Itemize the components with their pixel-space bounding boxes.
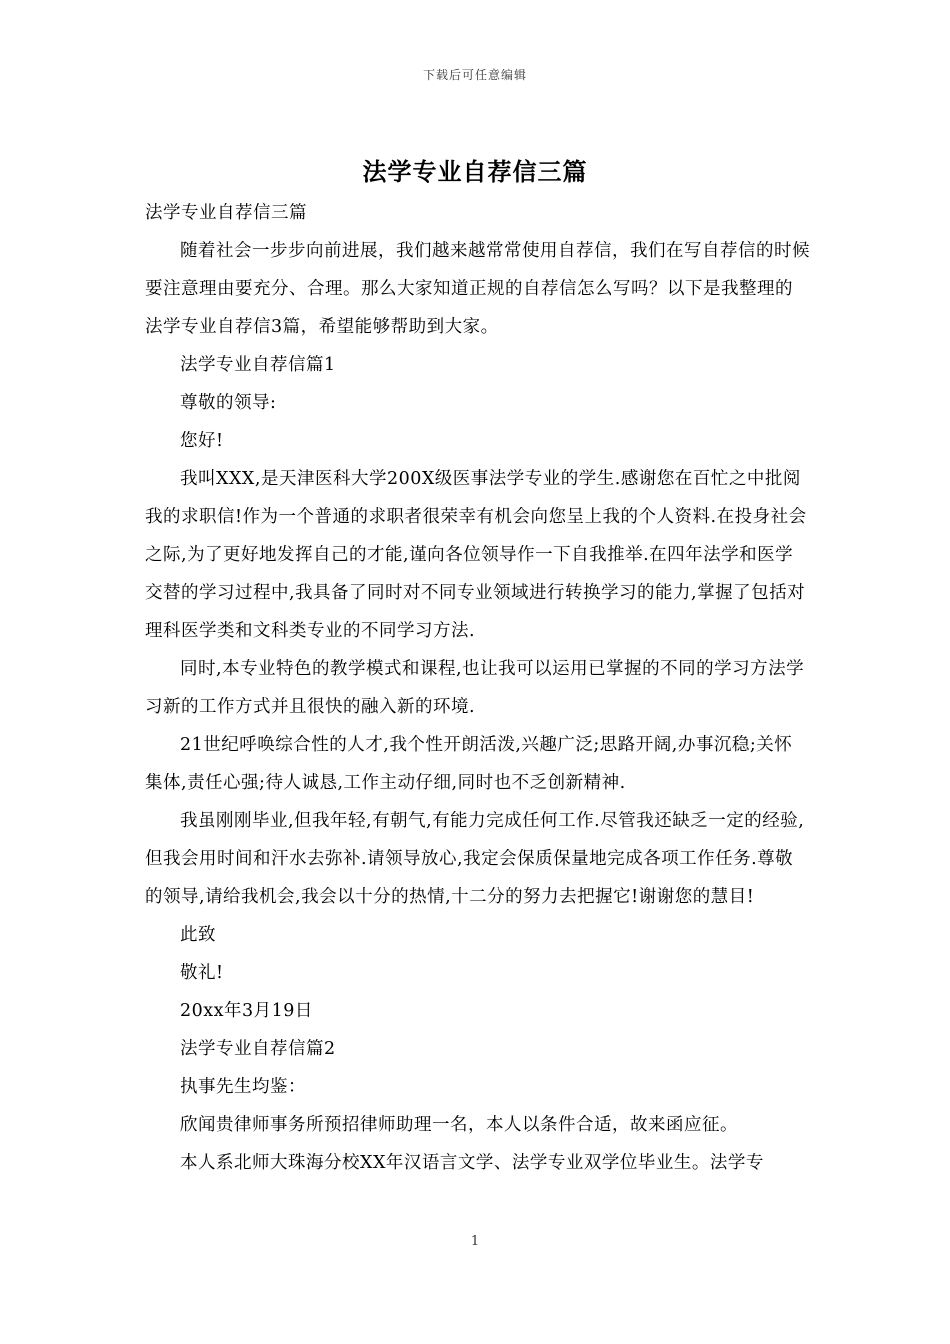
- document-body: [145, 194, 810, 1182]
- paragraph: 我叫XXX,是天津医科大学200X级医事法学专业的学生.感谢您在百忙之中批阅我的求职信!作为一个普通的求职者很荣幸有机会向您呈上我的个人资料.在投身社会之际,为了更好地发挥自己的才能,谨向各位领导作一下自我推举.在四年法学和医学交替的学习过程中,我具备了同时对不同专业领域进行转换学习的能力,掌握了包括对理科医学类和文科类专业的不同学习方法.: [145, 469, 807, 641]
- paragraph: 我虽刚刚毕业,但我年轻,有朝气,有能力完成任何工作.尽管我还缺乏一定的经验,但我会用时间和汗水去弥补.请领导放心,我定会保质保量地完成各项工作任务.尊敬的领导,请给我机会,我会以十分的热情,十二分的努力去把握它!谢谢您的慧目!: [145, 811, 805, 907]
- document-title: 法学专业自荐信三篇: [362, 157, 588, 186]
- paragraph: 您好!: [180, 431, 224, 451]
- paragraph: 欣闻贵律师事务所预招律师助理一名，本人以条件合适，故来函应征。: [180, 1115, 738, 1135]
- paragraph: 21世纪呼唤综合性的人才,我个性开朗活泼,兴趣广泛;思路开阔,办事沉稳;关怀集体,责任心强;待人诚恳,工作主动仔细,同时也不乏创新精神.: [145, 735, 793, 793]
- paragraph: 执事先生均鉴：: [180, 1077, 306, 1097]
- page-number: 1: [470, 1234, 480, 1249]
- paragraph: 法学专业自荐信篇1: [180, 355, 336, 375]
- header-note: 下载后可任意编辑: [422, 68, 527, 82]
- paragraph: 本人系北师大珠海分校XX年汉语言文学、法学专业双学位毕业生。法学专: [180, 1153, 764, 1173]
- paragraph: 敬礼!: [180, 963, 224, 983]
- paragraph: 同时,本专业特色的教学模式和课程,也让我可以运用已掌握的不同的学习方法学习新的工作方式并且很快的融入新的环境.: [145, 659, 805, 717]
- paragraph: 法学专业自荐信篇2: [180, 1039, 336, 1059]
- paragraph: 20xx年3月19日: [180, 1001, 313, 1021]
- paragraph: 法学专业自荐信三篇: [145, 203, 307, 223]
- paragraph: 此致: [180, 925, 216, 945]
- paragraph: 尊敬的领导:: [180, 393, 277, 413]
- paragraph: 随着社会一步步向前进展，我们越来越常常使用自荐信，我们在写自荐信的时候要注意理由要充分、合理。那么大家知道正规的自荐信怎么写吗？以下是我整理的法学专业自荐信3篇，希望能够帮助到大家。: [145, 241, 810, 337]
